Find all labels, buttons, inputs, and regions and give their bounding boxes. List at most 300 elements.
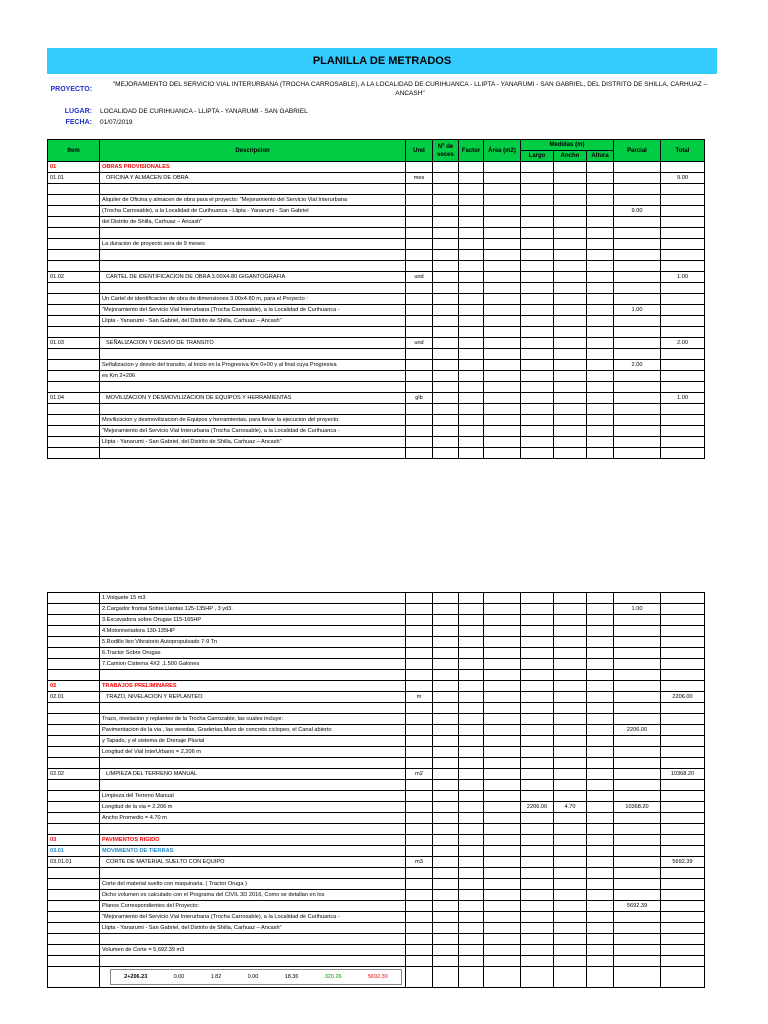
item-cell — [48, 791, 100, 802]
ancho-cell — [554, 868, 587, 879]
total-cell — [661, 912, 705, 923]
veces-cell — [433, 747, 459, 758]
und-cell — [406, 316, 433, 327]
largo-cell — [521, 382, 554, 393]
und-cell — [406, 261, 433, 272]
item-cell — [48, 294, 100, 305]
und-cell — [406, 217, 433, 228]
descripcion-cell: "Mejoramiento del Servicio Vial Interurbana (Trocha Carrosable), a la Localidad de Curihuanca - — [100, 426, 406, 437]
veces-cell — [433, 404, 459, 415]
parcial-cell — [614, 736, 661, 747]
largo-cell — [521, 901, 554, 912]
factor-cell — [459, 802, 484, 813]
altura-cell — [587, 349, 614, 360]
parcial-cell: 10368.20 — [614, 802, 661, 813]
table-row — [48, 305, 705, 316]
descripcion-cell — [100, 670, 406, 681]
und-cell — [406, 294, 433, 305]
factor-cell — [459, 327, 484, 338]
item-cell: 01.02 — [48, 272, 100, 283]
descripcion-cell: Corte del material suelto con maquinaria. ( Tractor Oruga ) — [100, 879, 406, 890]
item-cell — [48, 956, 100, 967]
area-cell — [484, 239, 521, 250]
factor-cell — [459, 901, 484, 912]
total-cell — [661, 648, 705, 659]
item-cell — [48, 283, 100, 294]
factor-cell — [459, 692, 484, 703]
veces-cell — [433, 901, 459, 912]
altura-cell — [587, 250, 614, 261]
largo-cell — [521, 327, 554, 338]
ancho-cell — [554, 769, 587, 780]
total-cell — [661, 626, 705, 637]
altura-cell — [587, 173, 614, 184]
factor-cell — [459, 648, 484, 659]
table-row — [48, 415, 705, 426]
total-cell — [661, 261, 705, 272]
veces-cell — [433, 371, 459, 382]
und-cell — [406, 305, 433, 316]
largo-cell — [521, 868, 554, 879]
veces-cell — [433, 162, 459, 173]
factor-cell — [459, 725, 484, 736]
descripcion-cell: "Mejoramiento del Servicio Vial Interurbana (Trocha Carrosable), a la Localidad de Curihuanca - — [100, 912, 406, 923]
total-cell — [661, 448, 705, 459]
veces-cell — [433, 604, 459, 615]
total-cell — [661, 228, 705, 239]
table-row — [48, 879, 705, 890]
und-cell — [406, 703, 433, 714]
descripcion-cell — [100, 758, 406, 769]
table-row — [48, 736, 705, 747]
altura-cell — [587, 824, 614, 835]
descripcion-cell: Llipta - Yanarumi - San Gabriel, del Distrito de Shilla, Carhuaz – Ancash" — [100, 923, 406, 934]
item-cell — [48, 250, 100, 261]
veces-cell — [433, 173, 459, 184]
total-cell — [661, 813, 705, 824]
parcial-cell — [614, 890, 661, 901]
veces-cell — [433, 758, 459, 769]
table-row — [48, 173, 705, 184]
ancho-cell — [554, 195, 587, 206]
und-cell — [406, 626, 433, 637]
header-parcial: Parcial — [614, 140, 661, 162]
veces-cell — [433, 349, 459, 360]
total-cell — [661, 747, 705, 758]
und-cell — [406, 604, 433, 615]
descripcion-cell — [100, 184, 406, 195]
area-cell — [484, 371, 521, 382]
parcial-cell: 1.00 — [614, 604, 661, 615]
area-cell — [484, 272, 521, 283]
area-cell — [484, 769, 521, 780]
ancho-cell — [554, 604, 587, 615]
largo-cell — [521, 426, 554, 437]
total-cell — [661, 890, 705, 901]
largo-cell — [521, 780, 554, 791]
altura-cell — [587, 692, 614, 703]
table-row — [48, 437, 705, 448]
und-cell — [406, 327, 433, 338]
total-cell — [661, 934, 705, 945]
total-cell — [661, 604, 705, 615]
parcial-cell — [614, 371, 661, 382]
area-cell — [484, 868, 521, 879]
und-cell — [406, 725, 433, 736]
table-row — [48, 769, 705, 780]
ancho-cell: 4.70 — [554, 802, 587, 813]
parcial-cell — [614, 835, 661, 846]
descripcion-cell — [100, 448, 406, 459]
header-ancho: Ancho — [554, 151, 587, 162]
item-cell — [48, 736, 100, 747]
descripcion-cell: CARTEL DE IDENTIFICACION DE OBRA 3.00X4.80 GIGANTOGRAFIA — [100, 272, 406, 283]
parcial-cell — [614, 173, 661, 184]
veces-cell — [433, 195, 459, 206]
descripcion-cell: 7.Camion Cisterna 4X2 ,1.500 Galones — [100, 659, 406, 670]
largo-cell — [521, 703, 554, 714]
factor-cell — [459, 714, 484, 725]
factor-cell — [459, 371, 484, 382]
total-cell — [661, 791, 705, 802]
parcial-cell — [614, 349, 661, 360]
largo-cell — [521, 349, 554, 360]
descripcion-cell — [100, 283, 406, 294]
area-cell — [484, 448, 521, 459]
veces-cell — [433, 879, 459, 890]
factor-cell — [459, 250, 484, 261]
area-cell — [484, 173, 521, 184]
altura-cell — [587, 195, 614, 206]
parcial-cell — [614, 217, 661, 228]
descripcion-cell: Dicho volumen es calculado con el Programa del CIVIL 3D 2016, Como se detallan en los — [100, 890, 406, 901]
factor-cell — [459, 184, 484, 195]
veces-cell — [433, 250, 459, 261]
item-cell — [48, 725, 100, 736]
total-cell — [661, 184, 705, 195]
item-cell — [48, 448, 100, 459]
largo-cell — [521, 195, 554, 206]
table-row — [48, 692, 705, 703]
largo-cell — [521, 890, 554, 901]
parcial-cell — [614, 769, 661, 780]
item-cell — [48, 703, 100, 714]
altura-cell — [587, 283, 614, 294]
parcial-cell — [614, 615, 661, 626]
veces-cell — [433, 868, 459, 879]
area-cell — [484, 835, 521, 846]
altura-cell — [587, 393, 614, 404]
factor-cell — [459, 626, 484, 637]
und-cell: mes — [406, 173, 433, 184]
table-row — [48, 923, 705, 934]
total-cell — [661, 923, 705, 934]
table-row — [48, 659, 705, 670]
table-row — [48, 250, 705, 261]
descripcion-cell: Planos Correspondientes del Proyecto: — [100, 901, 406, 912]
ancho-cell — [554, 261, 587, 272]
parcial-cell — [614, 945, 661, 956]
total-cell — [661, 437, 705, 448]
total-cell — [661, 283, 705, 294]
und-cell — [406, 714, 433, 725]
descripcion-cell — [100, 703, 406, 714]
total-cell — [661, 780, 705, 791]
und-cell: und — [406, 272, 433, 283]
table-row — [48, 901, 705, 912]
und-cell: m3 — [406, 857, 433, 868]
mini-profile-cell — [100, 967, 406, 988]
area-cell — [484, 228, 521, 239]
descripcion-cell: 5.Rodillo liso Vibratorio Autopropulsado 7-9 Tn — [100, 637, 406, 648]
descripcion-cell: Limpieza del Terreno Manual — [100, 791, 406, 802]
area-cell — [484, 725, 521, 736]
ancho-cell — [554, 736, 587, 747]
ancho-cell — [554, 162, 587, 173]
item-cell — [48, 415, 100, 426]
und-cell — [406, 736, 433, 747]
item-cell — [48, 437, 100, 448]
veces-cell — [433, 802, 459, 813]
altura-cell — [587, 681, 614, 692]
largo-cell — [521, 217, 554, 228]
header-und: Und — [406, 140, 433, 162]
ancho-cell — [554, 703, 587, 714]
largo-cell — [521, 448, 554, 459]
descripcion-cell — [100, 404, 406, 415]
altura-cell — [587, 327, 614, 338]
veces-cell — [433, 382, 459, 393]
veces-cell — [433, 824, 459, 835]
ancho-cell — [554, 217, 587, 228]
parcial-cell — [614, 670, 661, 681]
total-cell — [661, 250, 705, 261]
altura-cell — [587, 857, 614, 868]
descripcion-cell: OFICINA Y ALMACEN DE OBRA — [100, 173, 406, 184]
area-cell — [484, 360, 521, 371]
descripcion-cell: Alquiler de Oficina y almacen de obra para el proyecto: "Mejoramiento del Servicio Vial Interurbana — [100, 195, 406, 206]
table-row — [48, 758, 705, 769]
ancho-cell — [554, 813, 587, 824]
parcial-cell — [614, 846, 661, 857]
parcial-cell — [614, 593, 661, 604]
total-cell — [661, 327, 705, 338]
total-cell — [661, 349, 705, 360]
factor-cell — [459, 879, 484, 890]
descripcion-cell: TRAZO, NIVELACION Y REPLANTEO — [100, 692, 406, 703]
veces-cell — [433, 393, 459, 404]
header-medidas: Medidas (m) — [521, 140, 614, 151]
area-cell — [484, 956, 521, 967]
descripcion-cell: MOVILIZACION Y DESMOVILIZACION DE EQUIPOS Y HERRAMIENTAS — [100, 393, 406, 404]
factor-cell — [459, 791, 484, 802]
item-cell: 03.01 — [48, 846, 100, 857]
total-cell — [661, 824, 705, 835]
item-cell — [48, 239, 100, 250]
und-cell — [406, 648, 433, 659]
largo-cell — [521, 934, 554, 945]
area-cell — [484, 437, 521, 448]
descripcion-cell: (Trocha Carrosable), a la Localidad de Curihuanca - Llipta - Yanarumi - San Gabriel — [100, 206, 406, 217]
item-cell: 03 — [48, 835, 100, 846]
mini-table — [110, 969, 402, 985]
item-cell — [48, 626, 100, 637]
ancho-cell — [554, 857, 587, 868]
fecha-value: 01/07/2019 — [100, 119, 133, 126]
total-cell — [661, 593, 705, 604]
factor-cell — [459, 382, 484, 393]
factor-cell — [459, 736, 484, 747]
area-cell — [484, 945, 521, 956]
ancho-cell — [554, 725, 587, 736]
table-row — [48, 228, 705, 239]
altura-cell — [587, 890, 614, 901]
total-cell — [661, 868, 705, 879]
item-cell — [48, 206, 100, 217]
veces-cell — [433, 228, 459, 239]
factor-cell — [459, 360, 484, 371]
area-cell — [484, 206, 521, 217]
total-cell — [661, 901, 705, 912]
mini-val-4: 18.36 — [284, 973, 299, 980]
veces-cell — [433, 305, 459, 316]
total-cell — [661, 206, 705, 217]
largo-cell — [521, 824, 554, 835]
area-cell — [484, 670, 521, 681]
ancho-cell — [554, 393, 587, 404]
veces-cell — [433, 217, 459, 228]
largo-cell — [521, 360, 554, 371]
largo-cell — [521, 250, 554, 261]
veces-cell — [433, 923, 459, 934]
veces-cell — [433, 857, 459, 868]
altura-cell — [587, 261, 614, 272]
und-cell — [406, 780, 433, 791]
altura-cell — [587, 206, 614, 217]
parcial-cell: 9.00 — [614, 206, 661, 217]
area-cell — [484, 426, 521, 437]
item-cell — [48, 901, 100, 912]
und-cell — [406, 934, 433, 945]
altura-cell — [587, 934, 614, 945]
area-cell — [484, 703, 521, 714]
largo-cell — [521, 173, 554, 184]
factor-cell — [459, 659, 484, 670]
ancho-cell — [554, 415, 587, 426]
veces-cell — [433, 415, 459, 426]
lugar-value: LOCALIDAD DE CURIHUANCA - LLIPTA - YANARUMI - SAN GABRIEL — [100, 108, 308, 115]
ancho-cell — [554, 879, 587, 890]
descripcion-cell: Llipta - Yanarumi - San Gabriel, del Distrito de Shilla, Carhuaz – Ancash" — [100, 316, 406, 327]
area-cell — [484, 217, 521, 228]
largo-cell — [521, 615, 554, 626]
factor-cell — [459, 272, 484, 283]
veces-cell — [433, 703, 459, 714]
table-row — [48, 261, 705, 272]
altura-cell — [587, 758, 614, 769]
veces-cell — [433, 294, 459, 305]
und-cell — [406, 593, 433, 604]
descripcion-cell: del Distrito de Shilla, Carhuaz – Ancash" — [100, 217, 406, 228]
total-cell — [661, 426, 705, 437]
descripcion-cell: y Tapado, y el sistema de Drenaje Pluvial — [100, 736, 406, 747]
altura-cell — [587, 835, 614, 846]
table-row — [48, 393, 705, 404]
mini-val-5: 320.26 — [324, 973, 342, 980]
descripcion-cell — [100, 868, 406, 879]
item-cell — [48, 305, 100, 316]
metrados-table-bottom — [47, 592, 705, 988]
und-cell — [406, 349, 433, 360]
total-cell — [661, 956, 705, 967]
ancho-cell — [554, 637, 587, 648]
descripcion-cell: OBRAS PROVISIONALES — [100, 162, 406, 173]
total-cell — [661, 217, 705, 228]
largo-cell — [521, 338, 554, 349]
total-cell — [661, 714, 705, 725]
parcial-cell — [614, 956, 661, 967]
ancho-cell — [554, 780, 587, 791]
item-cell — [48, 802, 100, 813]
descripcion-cell — [100, 228, 406, 239]
item-cell — [48, 934, 100, 945]
und-cell — [406, 206, 433, 217]
und-cell: m2 — [406, 769, 433, 780]
largo-cell — [521, 879, 554, 890]
total-cell — [661, 659, 705, 670]
altura-cell — [587, 846, 614, 857]
table-row — [48, 593, 705, 604]
altura-cell — [587, 371, 614, 382]
total-cell — [661, 305, 705, 316]
item-cell: 02.02 — [48, 769, 100, 780]
und-cell — [406, 404, 433, 415]
ancho-cell — [554, 824, 587, 835]
parcial-cell — [614, 316, 661, 327]
und-cell — [406, 250, 433, 261]
factor-cell — [459, 780, 484, 791]
total-cell — [661, 162, 705, 173]
und-cell — [406, 437, 433, 448]
veces-cell — [433, 437, 459, 448]
total-cell — [661, 615, 705, 626]
table-row — [48, 780, 705, 791]
parcial-cell — [614, 393, 661, 404]
descripcion-cell: Trazo, nivelacion y replanteo de la Trocha Carrozable, las cuales incluye: — [100, 714, 406, 725]
altura-cell — [587, 901, 614, 912]
descripcion-cell: Ancho Promedio = 4.70 m — [100, 813, 406, 824]
altura-cell — [587, 769, 614, 780]
descripcion-cell: SEÑALIZACION Y DESVIO DE TRANSITO — [100, 338, 406, 349]
item-cell: 01.01 — [48, 173, 100, 184]
area-cell — [484, 637, 521, 648]
area-cell — [484, 349, 521, 360]
altura-cell — [587, 426, 614, 437]
parcial-cell — [614, 327, 661, 338]
veces-cell — [433, 681, 459, 692]
altura-cell — [587, 813, 614, 824]
veces-cell — [433, 360, 459, 371]
table-row — [48, 681, 705, 692]
total-cell — [661, 945, 705, 956]
veces-cell — [433, 637, 459, 648]
area-cell — [484, 659, 521, 670]
factor-cell — [459, 857, 484, 868]
table-row — [48, 868, 705, 879]
ancho-cell — [554, 173, 587, 184]
ancho-cell — [554, 371, 587, 382]
header-area: Área (m2) — [484, 140, 521, 162]
